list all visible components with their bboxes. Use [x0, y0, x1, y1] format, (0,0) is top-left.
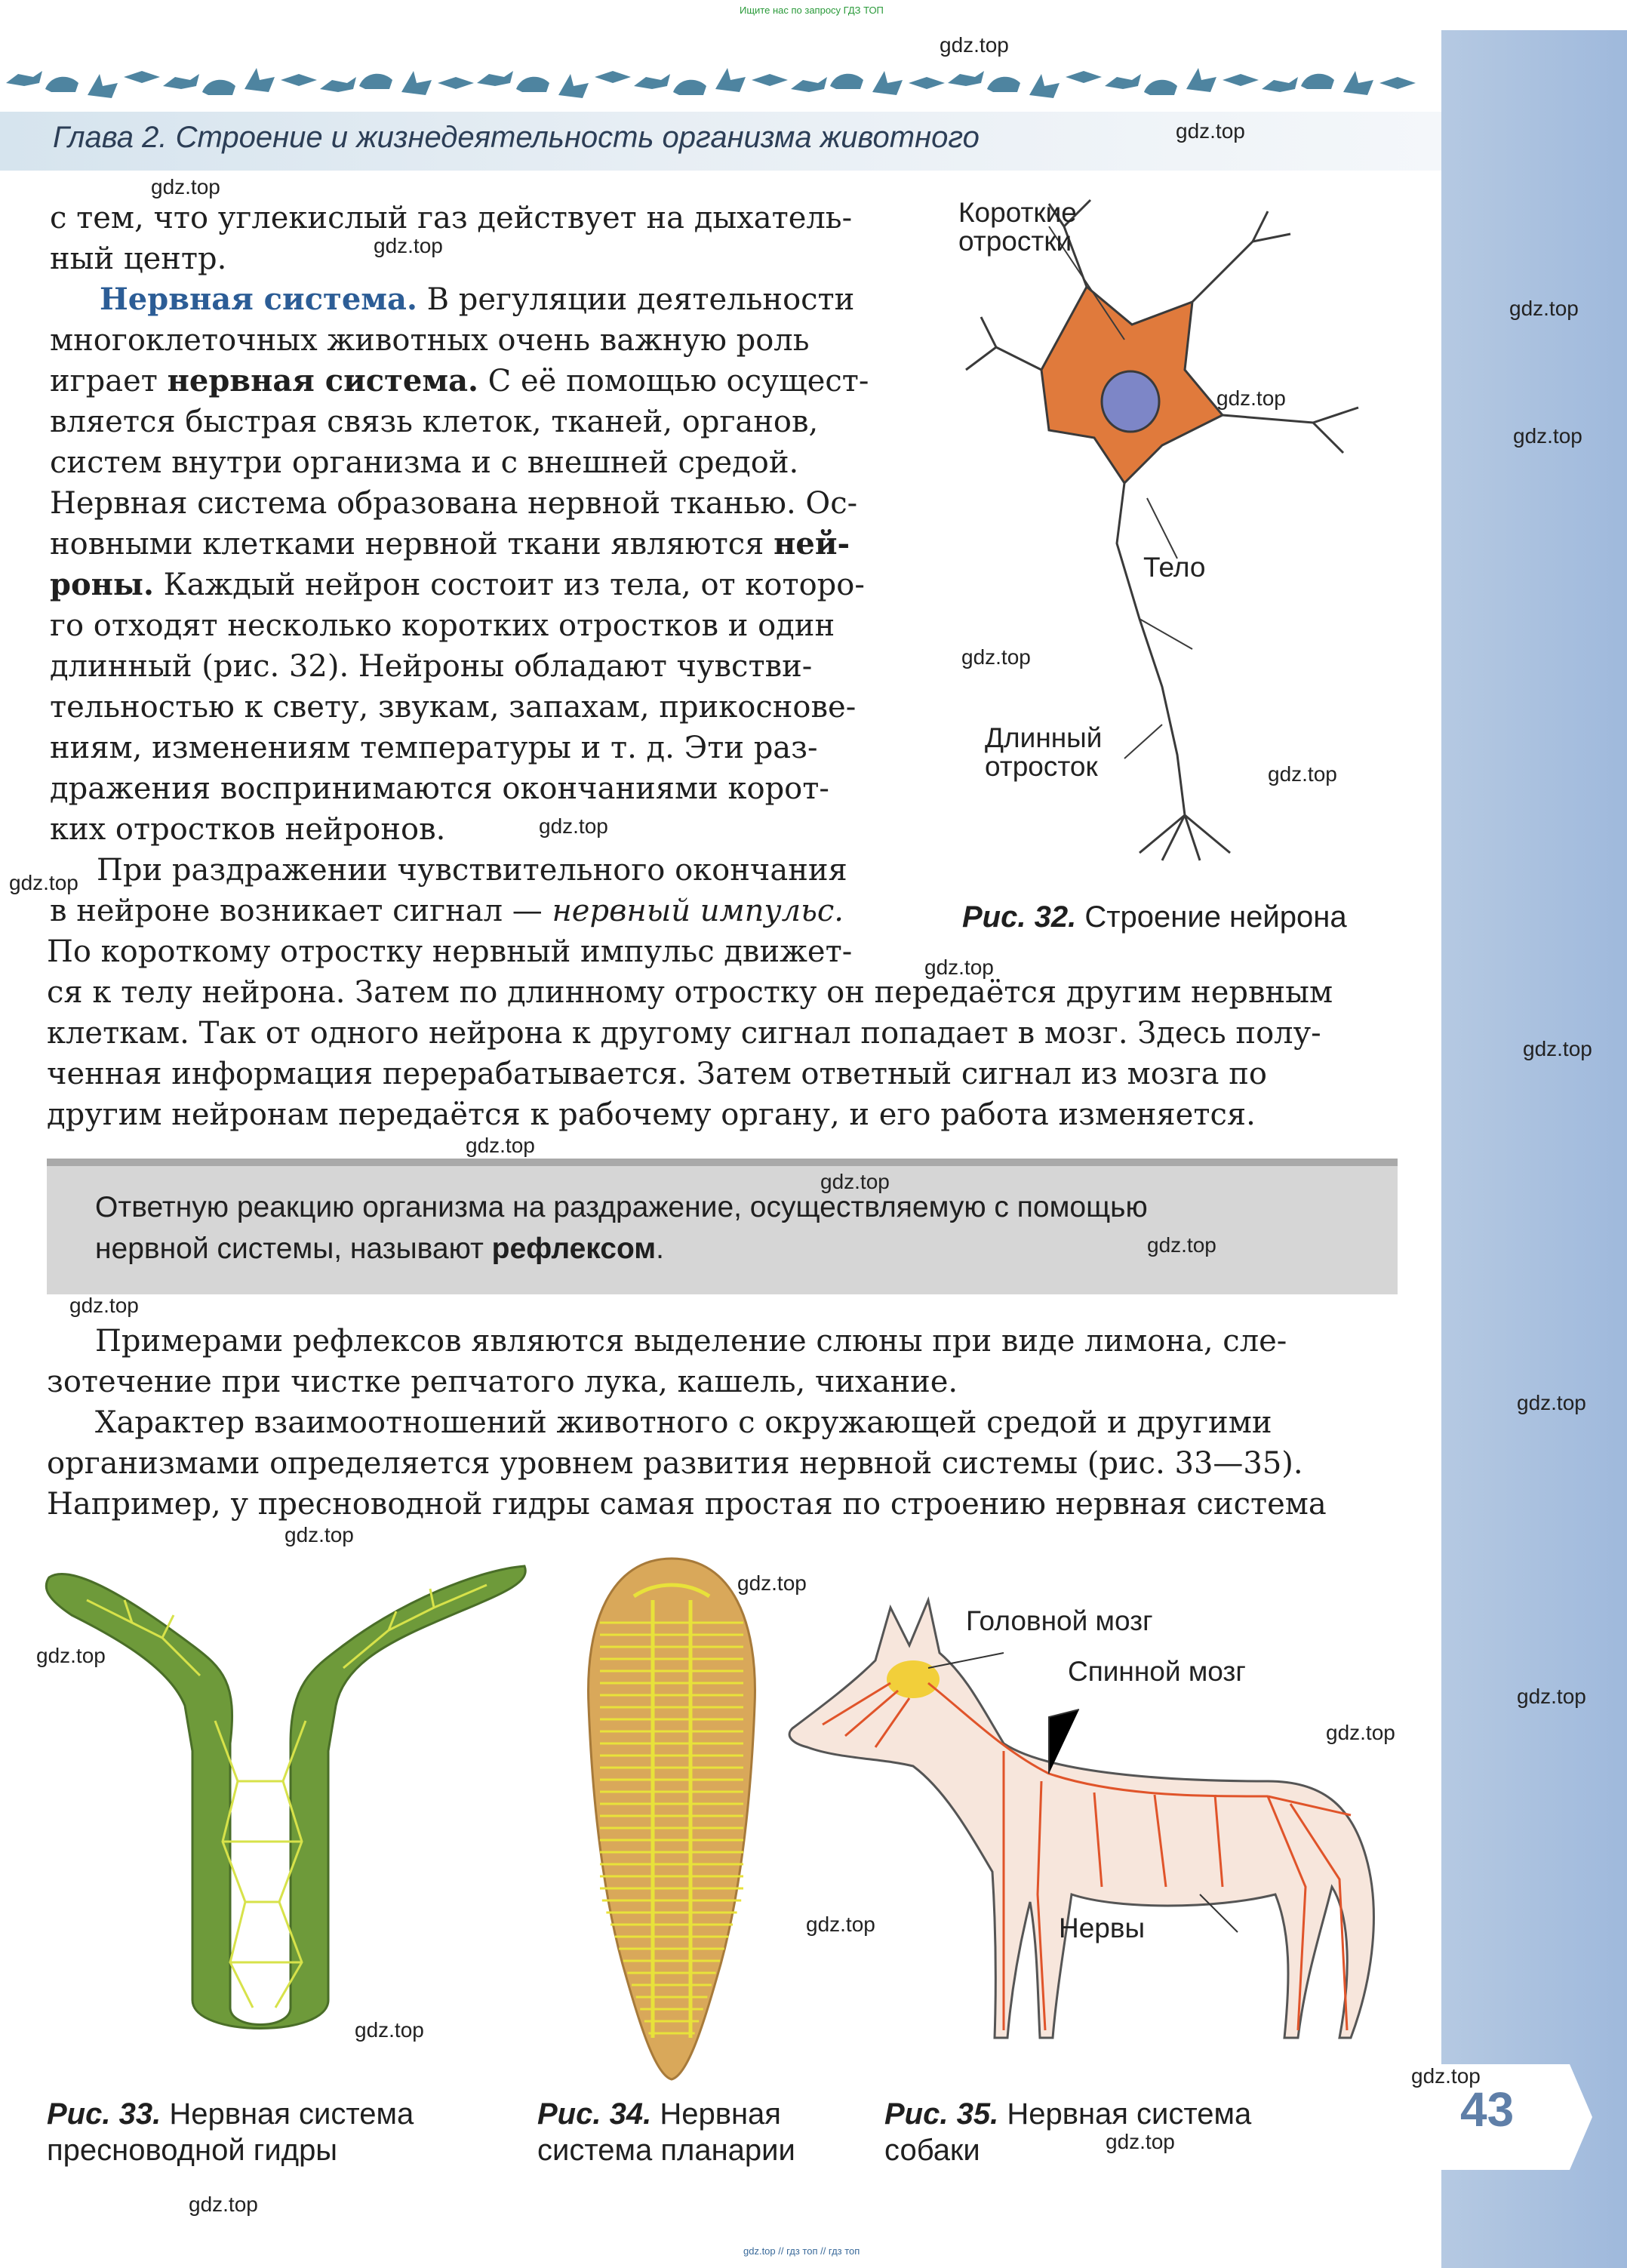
term-bold: рефлексом [491, 1232, 657, 1265]
text-line [50, 524, 850, 565]
watermark: gdz.top [1513, 424, 1582, 448]
neuron-nucleus [1102, 371, 1159, 432]
text-line: систем внутри организма и с внешней средой. [50, 445, 799, 480]
label-short-processes-line2: отростки [958, 226, 1072, 257]
figure-number: Рис. 32. [962, 900, 1077, 934]
watermark: gdz.top [355, 2018, 424, 2042]
text-line [50, 891, 844, 931]
text-fragment: Каждый нейрон состоит из тела, от которо- [153, 568, 865, 602]
label-short-processes: Короткие [958, 197, 1077, 228]
figure-34-caption-line2: система планарии [537, 2134, 795, 2167]
watermark: gdz.top [1176, 119, 1245, 143]
text-line: с тем, что углекислый газ действует на дыхатель- [50, 201, 853, 235]
chapter-title: Глава 2. Строение и жизнедеятельность организма животного [53, 121, 980, 154]
label-spinal-cord: Спинной мозг [1068, 1656, 1246, 1687]
text-line: клеткам. Так от одного нейрона к другому сигнал попадает в мозг. Здесь полу- [47, 1016, 1321, 1051]
term-italic: нервный импульс. [552, 894, 844, 928]
text-line: вляется быстрая связь клеток, тканей, органов, [50, 405, 819, 439]
watermark: gdz.top [806, 1913, 875, 1936]
text-fragment: в нейроне возникает сигнал — [50, 894, 552, 928]
definition-line [95, 1228, 664, 1269]
paragraph-heading-line [100, 279, 854, 320]
section-heading: Нервная система. [100, 282, 417, 317]
watermark: gdz.top [189, 2193, 258, 2216]
text-line: длинный (рис. 32). Нейроны обладают чувстви- [50, 649, 813, 684]
watermark: gdz.top [1517, 1685, 1586, 1708]
figure-35-caption-line2: собаки [884, 2134, 980, 2167]
watermark: gdz.top [820, 1170, 890, 1193]
text-line: Характер взаимоотношений животного с окружающей средой и другими [95, 1405, 1272, 1440]
caption-text: Нервная система [998, 2097, 1252, 2131]
text-line: другим нейронам передаётся к рабочему органу, и его работа изменяется. [47, 1097, 1256, 1132]
definition-line: Ответную реакцию организма на раздражение, осуществляемую с помощью [95, 1191, 1148, 1223]
text-fragment: новными клетками нервной ткани являются [50, 527, 774, 562]
text-line: Например, у пресноводной гидры самая простая по строению нервная система [47, 1487, 1327, 1522]
watermark: gdz.top [374, 234, 443, 257]
watermark: gdz.top [1326, 1721, 1395, 1744]
text-fragment: В регуляции деятельности [417, 282, 855, 317]
watermark: gdz.top [1106, 2130, 1175, 2153]
caption-text: Строение нейрона [1076, 900, 1347, 934]
label-long-process-line2: отросток [985, 751, 1098, 782]
text-fragment: нервной системы, называют [95, 1232, 492, 1265]
watermark: gdz.top [1147, 1233, 1216, 1257]
watermark: gdz.top [36, 1644, 106, 1667]
watermark: gdz.top [466, 1134, 535, 1157]
watermark: gdz.top [1509, 297, 1579, 320]
bottom-note: gdz.top // гдз топ // гдз топ [743, 2245, 860, 2257]
hydra-body [46, 1566, 525, 2029]
text-line: зотечение при чистке репчатого лука, кашель, чихание. [47, 1365, 958, 1399]
text-line: Нервная система образована нервной тканью. Ос- [50, 486, 858, 521]
text-line: ченная информация перерабатывается. Затем ответный сигнал из мозга по [47, 1057, 1267, 1091]
animal-silhouettes-icon [0, 53, 1441, 113]
text-line: По короткому отростку нервный импульс движет- [47, 934, 853, 969]
text-line: ся к телу нейрона. Затем по длинному отростку он передаётся другим нервным [47, 975, 1333, 1010]
text-line: многоклеточных животных очень важную роль [50, 323, 810, 358]
text-line [50, 565, 865, 605]
page-side-band [1441, 30, 1627, 2268]
hydra-illustration [42, 1555, 540, 2038]
watermark: gdz.top [1268, 762, 1337, 786]
figure-32-caption [962, 900, 1347, 934]
text-fragment: С её помощью осущест- [478, 364, 869, 399]
text-fragment: играет [50, 364, 168, 399]
text-fragment: . [656, 1232, 664, 1265]
watermark: gdz.top [737, 1571, 807, 1595]
label-cell-body: Тело [1143, 552, 1206, 583]
watermark: gdz.top [69, 1294, 139, 1317]
watermark: gdz.top [961, 645, 1031, 669]
term-bold: ней- [774, 526, 850, 562]
planarian-illustration [581, 1555, 762, 2083]
watermark: gdz.top [539, 814, 608, 838]
text-line: ниям, изменениям температуры и т. д. Эти раз- [50, 731, 818, 765]
label-brain: Головной мозг [966, 1605, 1153, 1636]
text-line: тельностью к свету, звукам, запахам, прикоснове- [50, 690, 857, 725]
watermark: gdz.top [940, 33, 1009, 57]
watermark: gdz.top [151, 175, 220, 198]
watermark: gdz.top [924, 956, 994, 979]
figure-33-caption-line2: пресноводной гидры [47, 2134, 338, 2167]
text-line: ный центр. [50, 242, 227, 276]
top-note: Ищите нас по запросу ГДЗ ТОП [740, 5, 884, 16]
page-number: 43 [1460, 2082, 1515, 2137]
text-line: Примерами рефлексов являются выделение слюны при виде лимона, сле- [95, 1324, 1287, 1359]
caption-text: Нервная [651, 2097, 781, 2131]
watermark: gdz.top [1517, 1391, 1586, 1414]
text-line: ких отростков нейронов. [50, 812, 446, 847]
figure-34-caption [537, 2097, 781, 2131]
text-line: При раздражении чувствительного окончания [97, 853, 847, 888]
figure-number: Рис. 35. [884, 2097, 999, 2131]
text-line [50, 361, 869, 402]
watermark: gdz.top [1523, 1037, 1592, 1060]
watermark: gdz.top [9, 871, 78, 894]
figure-number: Рис. 34. [537, 2097, 652, 2131]
label-nerves: Нервы [1059, 1913, 1146, 1943]
watermark: gdz.top [1216, 386, 1286, 410]
caption-text: Нервная система [161, 2097, 414, 2131]
label-long-process: Длинный [985, 722, 1103, 753]
term-bold: нервная система. [167, 363, 478, 399]
figure-number: Рис. 33. [47, 2097, 161, 2131]
figure-35-caption [884, 2097, 1251, 2131]
term-bold: роны. [50, 567, 154, 602]
text-line: организмами определяется уровнем развития нервной системы (рис. 33—35). [47, 1446, 1303, 1481]
watermark: gdz.top [1411, 2064, 1481, 2088]
text-line: го отходят несколько коротких отростков и один [50, 608, 835, 643]
watermark: gdz.top [284, 1523, 354, 1546]
planarian-body [589, 1559, 755, 2079]
text-line: дражения воспринимаются окончаниями корот- [50, 771, 829, 806]
figure-33-caption [47, 2097, 414, 2131]
